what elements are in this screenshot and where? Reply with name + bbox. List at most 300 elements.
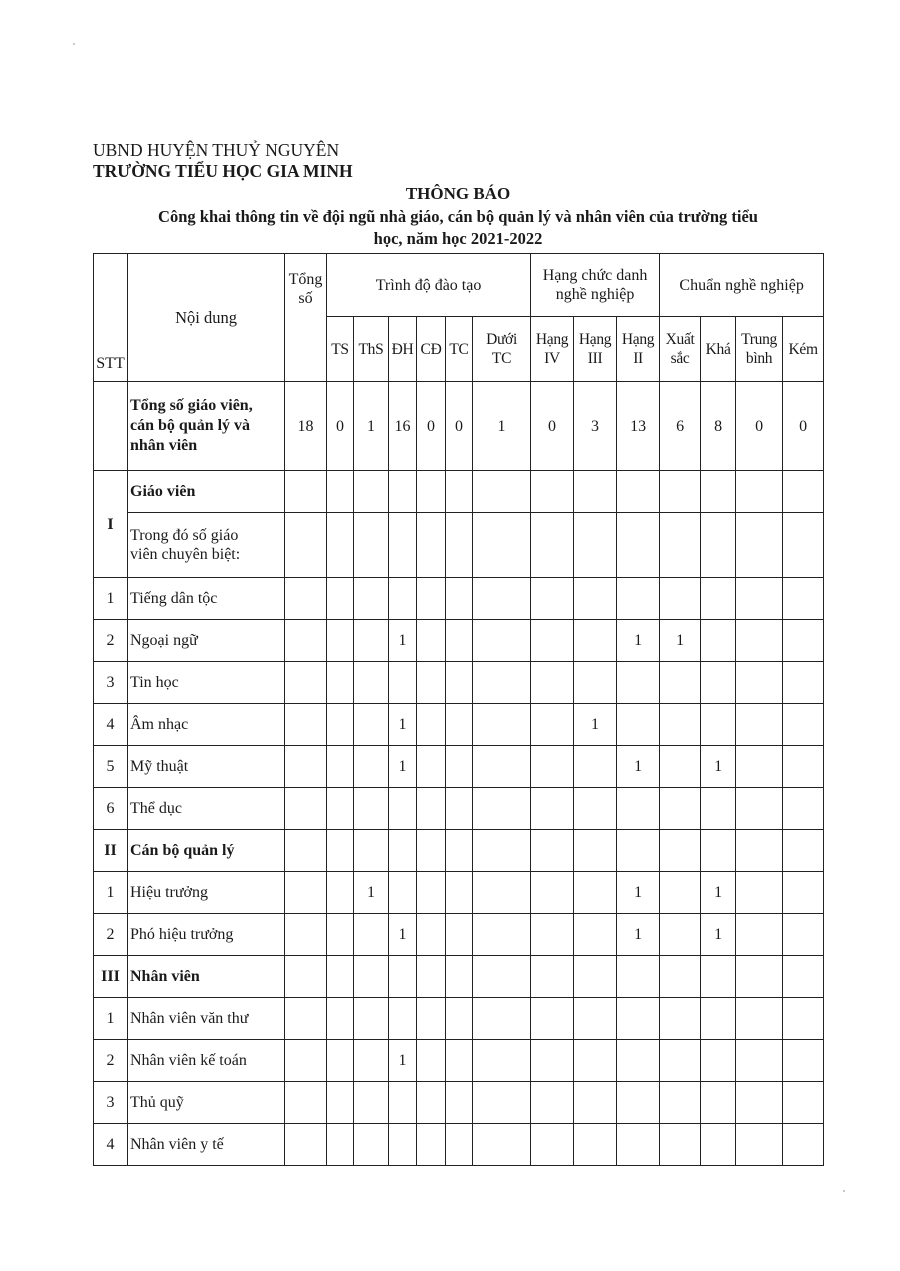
row-value <box>531 620 574 662</box>
row-value <box>783 1082 824 1124</box>
row-value <box>574 578 617 620</box>
empty-cell <box>574 956 617 998</box>
header-col-line1: Kém <box>788 340 818 358</box>
empty-cell <box>701 830 736 872</box>
row-value <box>574 620 617 662</box>
row-stt: 4 <box>94 704 128 746</box>
table-row <box>94 998 824 1040</box>
header-col-line1: ThS <box>358 340 384 358</box>
row-value <box>531 704 574 746</box>
row-value <box>285 662 327 704</box>
empty-cell <box>531 513 574 578</box>
row-value: 1 <box>701 746 736 788</box>
header-col-line1: ĐH <box>391 340 414 358</box>
empty-cell <box>574 471 617 513</box>
row-value <box>617 1124 660 1166</box>
row-stt: 6 <box>94 788 128 830</box>
row-value <box>736 1082 783 1124</box>
section-I-row <box>94 471 824 513</box>
subtitle-line-2: học, năm học 2021-2022 <box>373 229 543 248</box>
row-value <box>446 1040 473 1082</box>
section-II-row-title: Cán bộ quản lý <box>128 830 285 872</box>
row-value <box>660 914 701 956</box>
empty-cell <box>327 956 354 998</box>
row-value <box>354 1124 389 1166</box>
empty-cell <box>473 471 531 513</box>
row-value <box>701 620 736 662</box>
row-value <box>660 746 701 788</box>
row-label: Nhân viên y tế <box>128 1124 285 1166</box>
row-value <box>531 662 574 704</box>
row-value <box>327 620 354 662</box>
row-value <box>783 746 824 788</box>
row-value <box>531 998 574 1040</box>
row-stt: 2 <box>94 1040 128 1082</box>
table-row <box>94 704 824 746</box>
row-value <box>417 578 446 620</box>
section-II-row-stt: II <box>94 830 128 872</box>
header-total-line1: Tổng <box>288 271 323 288</box>
header-col-line1: Xuất <box>665 331 695 348</box>
row-value <box>701 788 736 830</box>
header-total <box>285 254 327 382</box>
row-value <box>660 998 701 1040</box>
empty-cell <box>354 956 389 998</box>
section-I-title: Giáo viên <box>128 471 285 513</box>
header-rank-group <box>531 254 660 317</box>
row-value <box>473 1040 531 1082</box>
total-value: 18 <box>285 382 327 471</box>
row-value <box>617 788 660 830</box>
notice-title: THÔNG BÁO <box>405 184 511 203</box>
row-label: Tin học <box>128 662 285 704</box>
row-value <box>701 1082 736 1124</box>
row-value <box>446 872 473 914</box>
section-I-subtitle-line: viên chuyên biệt: <box>130 546 241 563</box>
row-value <box>285 914 327 956</box>
total-value: 0 <box>327 382 354 471</box>
row-value <box>285 704 327 746</box>
row-label: Âm nhạc <box>128 704 285 746</box>
row-value <box>354 662 389 704</box>
empty-cell <box>574 513 617 578</box>
row-stt: 2 <box>94 620 128 662</box>
notice-subtitle <box>93 206 823 250</box>
row-value <box>531 1082 574 1124</box>
total-value: 0 <box>531 382 574 471</box>
header-rank-line1: Hạng chức danh <box>542 267 648 284</box>
row-value <box>473 998 531 1040</box>
section-III-row-stt: III <box>94 956 128 998</box>
header-col-5 <box>473 317 531 382</box>
row-value <box>783 1124 824 1166</box>
total-value: 0 <box>783 382 824 471</box>
row-value: 1 <box>389 704 417 746</box>
row-stt: 5 <box>94 746 128 788</box>
row-value <box>783 704 824 746</box>
header-col-1 <box>354 317 389 382</box>
row-value <box>327 704 354 746</box>
row-value <box>574 1040 617 1082</box>
total-stt <box>94 382 128 471</box>
row-value <box>417 872 446 914</box>
empty-cell <box>389 830 417 872</box>
row-value: 1 <box>389 746 417 788</box>
total-value: 8 <box>701 382 736 471</box>
row-stt: 2 <box>94 914 128 956</box>
total-label-line: nhân viên <box>130 437 198 454</box>
row-value <box>417 1082 446 1124</box>
row-value: 1 <box>660 620 701 662</box>
row-value <box>446 998 473 1040</box>
header-col-4 <box>446 317 473 382</box>
row-value <box>354 746 389 788</box>
section-III-row <box>94 956 824 998</box>
row-value <box>473 662 531 704</box>
table-row <box>94 914 824 956</box>
row-value: 1 <box>617 746 660 788</box>
row-value <box>354 1082 389 1124</box>
row-value <box>327 1040 354 1082</box>
row-value: 1 <box>389 914 417 956</box>
header-col-6 <box>531 317 574 382</box>
row-value: 1 <box>701 914 736 956</box>
section-III-row-title: Nhân viên <box>128 956 285 998</box>
row-value <box>701 1040 736 1082</box>
header-col-3 <box>417 317 446 382</box>
section-I-stt: I <box>94 471 128 578</box>
row-value <box>736 914 783 956</box>
empty-cell <box>617 830 660 872</box>
empty-cell <box>446 513 473 578</box>
row-value <box>389 1124 417 1166</box>
row-value <box>660 1040 701 1082</box>
header-content: Nội dung <box>128 254 285 382</box>
row-value <box>473 914 531 956</box>
row-value <box>389 872 417 914</box>
empty-cell <box>417 471 446 513</box>
row-value <box>660 662 701 704</box>
empty-cell <box>389 471 417 513</box>
row-value <box>473 746 531 788</box>
row-value <box>285 872 327 914</box>
header-col-line2: IV <box>544 350 560 367</box>
total-row <box>94 382 824 471</box>
total-value: 0 <box>446 382 473 471</box>
row-label: Mỹ thuật <box>128 746 285 788</box>
row-value <box>389 578 417 620</box>
row-value <box>327 578 354 620</box>
header-col-line2: III <box>587 350 603 367</box>
row-value <box>736 704 783 746</box>
table-row <box>94 662 824 704</box>
table-row <box>94 788 824 830</box>
row-value <box>446 578 473 620</box>
row-value <box>660 1124 701 1166</box>
header-col-line2: TC <box>491 350 512 367</box>
empty-cell <box>327 513 354 578</box>
empty-cell <box>617 956 660 998</box>
empty-cell <box>701 513 736 578</box>
row-value <box>285 998 327 1040</box>
row-value <box>783 1040 824 1082</box>
empty-cell <box>417 513 446 578</box>
empty-cell <box>783 513 824 578</box>
table-row <box>94 746 824 788</box>
section-I-sub-row <box>94 513 824 578</box>
empty-cell <box>354 513 389 578</box>
row-value <box>417 1124 446 1166</box>
row-value <box>446 620 473 662</box>
row-value <box>574 914 617 956</box>
row-value <box>701 662 736 704</box>
staff-table <box>93 253 824 1166</box>
row-value <box>574 662 617 704</box>
empty-cell <box>736 956 783 998</box>
row-value <box>660 788 701 830</box>
empty-cell <box>531 471 574 513</box>
row-value <box>417 1040 446 1082</box>
row-value <box>473 1124 531 1166</box>
empty-cell <box>660 513 701 578</box>
empty-cell <box>783 956 824 998</box>
total-value: 0 <box>417 382 446 471</box>
row-value <box>736 746 783 788</box>
header-training-group: Trình độ đào tạo <box>327 254 531 317</box>
header-col-line1: Khá <box>705 340 731 358</box>
row-value <box>736 872 783 914</box>
row-value <box>327 1082 354 1124</box>
row-stt: 3 <box>94 662 128 704</box>
row-value <box>531 578 574 620</box>
row-label: Ngoại ngữ <box>128 620 285 662</box>
total-value: 1 <box>354 382 389 471</box>
empty-cell <box>531 830 574 872</box>
empty-cell <box>354 471 389 513</box>
empty-cell <box>574 830 617 872</box>
total-label <box>128 382 285 471</box>
header-col-line1: Hạng <box>578 331 612 348</box>
row-value <box>701 578 736 620</box>
authority-name: UBND HUYỆN THUỶ NGUYÊN <box>93 140 340 160</box>
row-value: 1 <box>389 620 417 662</box>
row-value <box>327 998 354 1040</box>
empty-cell <box>389 956 417 998</box>
row-stt: 3 <box>94 1082 128 1124</box>
row-value <box>446 746 473 788</box>
row-value <box>446 662 473 704</box>
row-value <box>446 914 473 956</box>
row-value <box>783 620 824 662</box>
total-value: 6 <box>660 382 701 471</box>
empty-cell <box>617 471 660 513</box>
row-value <box>783 662 824 704</box>
section-I-subtitle-line: Trong đó số giáo <box>130 527 239 544</box>
empty-cell <box>354 830 389 872</box>
row-value <box>285 1082 327 1124</box>
row-value <box>446 704 473 746</box>
row-value <box>660 704 701 746</box>
row-value <box>327 788 354 830</box>
row-value <box>285 620 327 662</box>
row-value <box>327 872 354 914</box>
empty-cell <box>473 513 531 578</box>
row-value <box>354 914 389 956</box>
empty-cell <box>736 830 783 872</box>
empty-cell <box>617 513 660 578</box>
header-col-0 <box>327 317 354 382</box>
header-col-12 <box>783 317 824 382</box>
row-value <box>285 1124 327 1166</box>
row-value <box>736 1040 783 1082</box>
row-value <box>531 914 574 956</box>
scan-speck <box>843 1190 845 1192</box>
row-value <box>446 1124 473 1166</box>
row-label: Nhân viên văn thư <box>128 998 285 1040</box>
header-col-line1: Hạng <box>621 331 655 348</box>
row-value <box>473 788 531 830</box>
row-label: Thể dục <box>128 788 285 830</box>
row-value <box>389 788 417 830</box>
row-value <box>417 788 446 830</box>
row-label: Hiệu trưởng <box>128 872 285 914</box>
empty-cell <box>285 471 327 513</box>
header-col-line2: bình <box>745 350 773 367</box>
header-col-11 <box>736 317 783 382</box>
row-value <box>473 620 531 662</box>
row-value <box>285 788 327 830</box>
row-stt: 1 <box>94 998 128 1040</box>
row-stt: 1 <box>94 578 128 620</box>
header-rank-line2: nghề nghiệp <box>555 286 635 303</box>
row-value <box>531 788 574 830</box>
empty-cell <box>531 956 574 998</box>
empty-cell <box>446 830 473 872</box>
row-value <box>574 1124 617 1166</box>
row-value: 1 <box>617 620 660 662</box>
header-row-1 <box>94 254 824 317</box>
scan-speck <box>73 43 75 45</box>
row-value: 1 <box>354 872 389 914</box>
empty-cell <box>783 830 824 872</box>
empty-cell <box>446 956 473 998</box>
row-value <box>531 746 574 788</box>
empty-cell <box>473 956 531 998</box>
row-value <box>446 788 473 830</box>
row-value <box>389 998 417 1040</box>
empty-cell <box>327 471 354 513</box>
header-col-line1: Hạng <box>535 331 569 348</box>
row-value: 1 <box>617 914 660 956</box>
row-value <box>736 620 783 662</box>
total-value: 16 <box>389 382 417 471</box>
row-value <box>354 578 389 620</box>
row-value <box>531 1124 574 1166</box>
row-value <box>389 1082 417 1124</box>
empty-cell <box>446 471 473 513</box>
row-value <box>327 914 354 956</box>
row-value <box>473 704 531 746</box>
row-value <box>531 872 574 914</box>
row-value <box>473 1082 531 1124</box>
row-value <box>473 578 531 620</box>
row-value <box>701 998 736 1040</box>
header-col-7 <box>574 317 617 382</box>
row-stt: 1 <box>94 872 128 914</box>
row-value <box>354 998 389 1040</box>
row-label: Thủ quỹ <box>128 1082 285 1124</box>
row-label: Nhân viên kế toán <box>128 1040 285 1082</box>
empty-cell <box>285 830 327 872</box>
header-col-line1: Trung <box>741 331 777 348</box>
header-col-line1: TS <box>331 340 349 358</box>
empty-cell <box>783 471 824 513</box>
row-value <box>574 998 617 1040</box>
empty-cell <box>417 956 446 998</box>
empty-cell <box>285 956 327 998</box>
empty-cell <box>389 513 417 578</box>
row-value <box>660 1082 701 1124</box>
row-value <box>354 1040 389 1082</box>
total-label-line: Tổng số giáo viên, <box>130 397 253 414</box>
row-label: Tiếng dân tộc <box>128 578 285 620</box>
row-value <box>783 872 824 914</box>
header-col-line2: II <box>633 350 643 367</box>
row-value <box>574 1082 617 1124</box>
row-value <box>354 704 389 746</box>
row-value <box>417 662 446 704</box>
row-value <box>783 578 824 620</box>
row-value: 1 <box>574 704 617 746</box>
header-stt: STT <box>94 254 128 382</box>
empty-cell <box>701 471 736 513</box>
total-value: 0 <box>736 382 783 471</box>
row-value <box>285 1040 327 1082</box>
table-row <box>94 1040 824 1082</box>
table-row <box>94 872 824 914</box>
empty-cell <box>701 956 736 998</box>
header-col-8 <box>617 317 660 382</box>
row-value <box>617 704 660 746</box>
row-value <box>574 746 617 788</box>
row-value <box>574 788 617 830</box>
header-standard-group: Chuẩn nghề nghiệp <box>660 254 824 317</box>
row-value <box>736 998 783 1040</box>
row-value <box>617 578 660 620</box>
school-name: TRƯỜNG TIỂU HỌC GIA MINH <box>93 161 353 181</box>
row-value <box>327 1124 354 1166</box>
row-value <box>736 1124 783 1166</box>
row-label: Phó hiệu trưởng <box>128 914 285 956</box>
empty-cell <box>473 830 531 872</box>
empty-cell <box>736 513 783 578</box>
row-value <box>389 662 417 704</box>
header-col-2 <box>389 317 417 382</box>
row-value <box>417 914 446 956</box>
row-value <box>736 788 783 830</box>
row-value <box>285 578 327 620</box>
empty-cell <box>417 830 446 872</box>
row-value <box>354 620 389 662</box>
row-value: 1 <box>701 872 736 914</box>
total-value: 3 <box>574 382 617 471</box>
empty-cell <box>736 471 783 513</box>
header-col-line1: TC <box>449 340 469 358</box>
empty-cell <box>660 956 701 998</box>
header-col-9 <box>660 317 701 382</box>
row-value <box>417 998 446 1040</box>
row-value <box>417 746 446 788</box>
